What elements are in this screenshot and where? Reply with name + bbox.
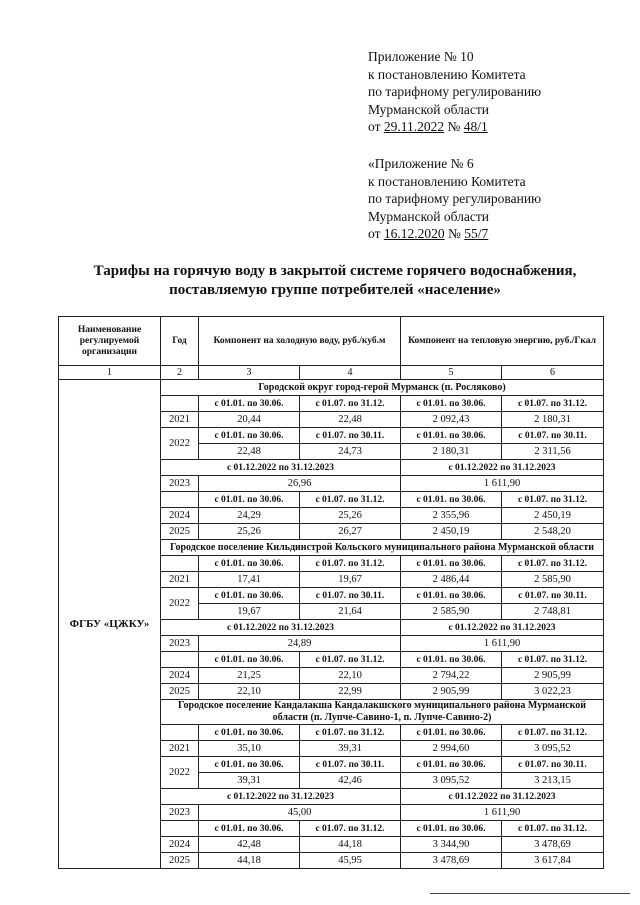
year-cell: 2023 [161,476,199,492]
value-cell: 42,46 [300,773,401,789]
heat-energy-header: Компонент на тепловую энергию, руб./Гкал [401,317,604,366]
appendix-line: Мурманской области [368,101,489,117]
period-label: с 01.07. по 31.12. [300,821,401,837]
value-cell: 17,41 [199,572,300,588]
appendix-line: по тарифному регулированию [368,191,542,206]
year-cell: 2024 [161,668,199,684]
value-cell: 1 611,90 [401,636,604,652]
signature-line [430,893,630,895]
period-label: с 01.01. по 30.06. [199,588,300,604]
value-cell: 35,10 [199,741,300,757]
section-title: Городской округ город-герой Мурманск (п. Росляково) [161,380,604,396]
period-label: с 01.01. по 30.06. [199,396,300,412]
section-title: Городское поселение Кильдинстрой Кольского муниципального района Мурманской области [161,540,604,556]
year-cell: 2024 [161,508,199,524]
year-cell: 2021 [161,741,199,757]
period-label: с 01.01. по 30.06. [401,492,502,508]
value-cell: 1 611,90 [401,805,604,821]
value-cell: 24,73 [300,444,401,460]
period-label: с 01.07. по 31.12. [502,821,604,837]
year-header: Год [161,317,199,366]
value-cell: 39,31 [300,741,401,757]
year-blank [161,652,199,668]
year-cell: 2023 [161,805,199,821]
appendix-line: Мурманской области [368,208,489,224]
period-label: с 01.07. по 31.12. [502,725,604,741]
value-cell: 24,29 [199,508,300,524]
value-cell: 3 095,52 [502,741,604,757]
year-cell: 2025 [161,853,199,869]
period-label: с 01.01. по 30.06. [401,652,502,668]
year-blank [161,556,199,572]
year-blank [161,396,199,412]
value-cell: 44,18 [199,853,300,869]
value-cell: 26,27 [300,524,401,540]
period-label: с 01.07. по 30.11. [502,428,604,444]
value-cell: 3 213,15 [502,773,604,789]
section-row [59,380,604,396]
year-cell: 2022 [161,588,199,620]
value-cell: 21,64 [300,604,401,620]
value-cell: 2 180,31 [401,444,502,460]
value-cell: 2 748,81 [502,604,604,620]
value-cell: 2 450,19 [502,508,604,524]
value-cell: 21,25 [199,668,300,684]
period-label: с 01.07. по 31.12. [502,396,604,412]
year-blank [161,821,199,837]
value-cell: 44,18 [300,837,401,853]
date-prefix: от [368,119,384,134]
value-cell: 22,48 [199,444,300,460]
period-label: с 01.01. по 30.06. [199,652,300,668]
value-cell: 3 095,52 [401,773,502,789]
value-cell: 2 180,31 [502,412,604,428]
value-cell: 2 585,90 [401,604,502,620]
old-appendix-header [368,155,628,243]
cold-water-header: Компонент на холодную воду, руб./куб.м [199,317,401,366]
tariff-table [58,316,604,869]
value-cell: 2 450,19 [401,524,502,540]
period-label: с 01.07. по 31.12. [300,725,401,741]
year-cell: 2024 [161,837,199,853]
value-cell: 1 611,90 [401,476,604,492]
value-cell: 2 905,99 [401,684,502,700]
year-cell: 2021 [161,572,199,588]
appendix-date: 16.12.2020 [383,226,445,241]
period-label: с 01.12.2022 по 31.12.2023 [161,460,401,476]
appendix-line: «Приложение № 6 [368,156,474,171]
year-cell: 2023 [161,636,199,652]
period-label: с 01.01. по 30.06. [199,556,300,572]
period-label: с 01.12.2022 по 31.12.2023 [161,620,401,636]
value-cell: 19,67 [300,572,401,588]
period-label: с 01.07. по 30.11. [300,428,401,444]
appendix-header [368,48,628,136]
period-label: с 01.01. по 30.06. [199,492,300,508]
value-cell: 22,10 [300,668,401,684]
value-cell: 20,44 [199,412,300,428]
year-blank [161,725,199,741]
value-cell: 3 344,90 [401,837,502,853]
value-cell: 42,48 [199,837,300,853]
column-number: 4 [300,366,401,380]
header-row [59,317,604,366]
value-cell: 45,95 [300,853,401,869]
value-cell: 2 092,43 [401,412,502,428]
value-cell: 2 311,56 [502,444,604,460]
year-cell: 2025 [161,524,199,540]
year-cell: 2022 [161,757,199,789]
period-label: с 01.01. по 30.06. [199,757,300,773]
value-cell: 24,89 [199,636,401,652]
column-number: 1 [59,366,161,380]
period-label: с 01.07. по 31.12. [300,396,401,412]
year-blank [161,492,199,508]
period-label: с 01.12.2022 по 31.12.2023 [401,460,604,476]
period-label: с 01.01. по 30.06. [401,428,502,444]
value-cell: 3 022,23 [502,684,604,700]
title-line: Тарифы на горячую воду в закрытой системе горячего водоснабжения, [93,263,577,279]
period-label: с 01.07. по 30.11. [502,588,604,604]
column-number: 3 [199,366,300,380]
value-cell: 22,99 [300,684,401,700]
period-label: с 01.07. по 31.12. [502,652,604,668]
appendix-number: 55/7 [464,226,489,241]
column-number: 6 [502,366,604,380]
period-label: с 01.07. по 31.12. [300,556,401,572]
value-cell: 22,10 [199,684,300,700]
organization-cell: ФГБУ «ЦЖКУ» [59,380,161,869]
period-label: с 01.12.2022 по 31.12.2023 [401,789,604,805]
appendix-date: 29.11.2022 [383,119,445,134]
appendix-line: Приложение № 10 [368,49,474,64]
period-label: с 01.01. по 30.06. [199,821,300,837]
value-cell: 3 478,69 [502,837,604,853]
section-title: Городское поселение Кандалакша Кандалакшского муниципального района Мурманской области (п. Лупче-Савино-1, п. Лупче-Савино-2) [161,700,604,725]
appendix-line: к постановлению Комитета [368,66,526,82]
title-line: поставляемую группе потребителей «население» [169,282,501,298]
value-cell: 3 617,84 [502,853,604,869]
value-cell: 25,26 [199,524,300,540]
column-number-row [59,366,604,380]
period-label: с 01.01. по 30.06. [401,556,502,572]
appendix-line: к постановлению Комитета [368,173,526,189]
value-cell: 3 478,69 [401,853,502,869]
period-label: с 01.07. по 30.11. [300,757,401,773]
period-label: с 01.01. по 30.06. [401,725,502,741]
column-number: 5 [401,366,502,380]
period-label: с 01.07. по 31.12. [300,652,401,668]
appendix-line: по тарифному регулированию [368,84,542,99]
value-cell: 2 355,96 [401,508,502,524]
value-cell: 2 486,44 [401,572,502,588]
period-label: с 01.07. по 31.12. [502,556,604,572]
value-cell: 22,48 [300,412,401,428]
period-label: с 01.07. по 30.11. [502,757,604,773]
period-label: с 01.12.2022 по 31.12.2023 [401,620,604,636]
value-cell: 2 794,22 [401,668,502,684]
value-cell: 19,67 [199,604,300,620]
number-prefix: № [444,226,465,241]
period-label: с 01.12.2022 по 31.12.2023 [161,789,401,805]
appendix-number: 48/1 [463,119,488,134]
year-cell: 2021 [161,412,199,428]
org-header: Наименование регулируемой организации [59,317,161,366]
value-cell: 39,31 [199,773,300,789]
period-label: с 01.01. по 30.06. [401,821,502,837]
number-prefix: № [444,119,464,134]
value-cell: 25,26 [300,508,401,524]
period-label: с 01.07. по 30.11. [300,588,401,604]
year-cell: 2025 [161,684,199,700]
appendix-date-line [368,225,628,243]
value-cell: 2 994,60 [401,741,502,757]
period-label: с 01.01. по 30.06. [199,428,300,444]
period-label: с 01.01. по 30.06. [199,725,300,741]
value-cell: 2 548,20 [502,524,604,540]
period-label: с 01.01. по 30.06. [401,588,502,604]
period-label: с 01.01. по 30.06. [401,396,502,412]
period-label: с 01.01. по 30.06. [401,757,502,773]
value-cell: 2 585,90 [502,572,604,588]
year-cell: 2022 [161,428,199,460]
value-cell: 2 905,99 [502,668,604,684]
period-label: с 01.07. по 31.12. [502,492,604,508]
period-label: с 01.07. по 31.12. [300,492,401,508]
value-cell: 45,00 [199,805,401,821]
value-cell: 26,96 [199,476,401,492]
appendix-date-line [368,118,628,136]
column-number: 2 [161,366,199,380]
document-title [40,262,630,300]
date-prefix: от [368,226,384,241]
